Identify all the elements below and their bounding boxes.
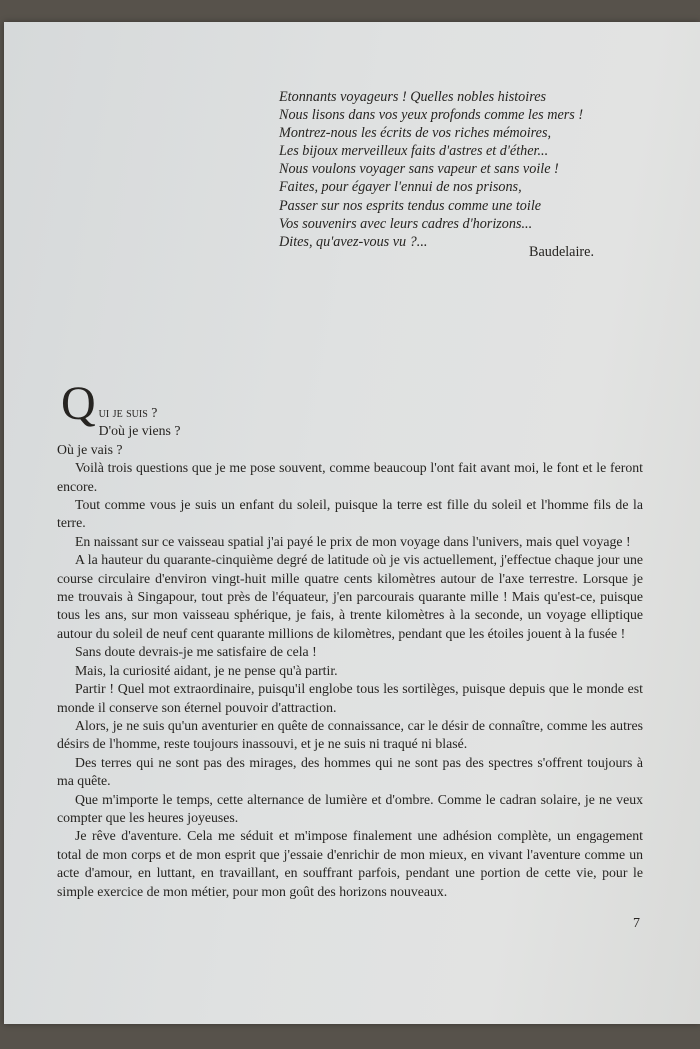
opening-line-2: D'où je viens ?	[98, 423, 181, 439]
epigraph-line: Montrez-nous les écrits de vos riches mémoires,	[279, 125, 552, 142]
paragraph: Je rêve d'aventure. Cela me séduit et m'impose finalement une adhésion complète, un engagement total de mon corps et de mon esprit que j'essaie d'enrichir de mon mieux, en vivant l'aventure comme un acte d'amour, en luttant, en travaillant, en souffrant parfois, pendant une portion de cette vie, pour le simple exercice de mon métier, pour mon goût des horizons nouveaux.	[57, 828, 643, 899]
paragraph: Alors, je ne suis qu'un aventurier en quête de connaissance, car le désir de connaître, comme les autres désirs de l'homme, reste toujours inassouvi, et je ne suis ni traqué ni blasé.	[57, 717, 643, 752]
epigraph	[279, 88, 659, 251]
opening-line-1: ui je suis ?	[98, 405, 158, 420]
paragraph: En naissant sur ce vaisseau spatial j'ai payé le prix de mon voyage dans l'univers, mais quel voyage !	[75, 533, 631, 549]
paragraph: Sans doute devrais-je me satisfaire de cela !	[75, 644, 317, 660]
paragraph: Des terres qui ne sont pas des mirages, des hommes qui ne sont pas des spectres s'offrent toujours à ma quête.	[57, 754, 643, 789]
epigraph-line: Dites, qu'avez-vous vu ?...	[279, 233, 428, 250]
drop-cap: Q	[61, 377, 96, 430]
paragraph: Voilà trois questions que je me pose souvent, comme beaucoup l'ont fait avant moi, le font et le feront encore.	[57, 460, 643, 494]
page-number: 7	[633, 916, 640, 931]
paragraph: Mais, la curiosité aidant, je ne pense qu'à partir.	[75, 662, 338, 678]
epigraph-line: Nous lisons dans vos yeux profonds comme les mers !	[279, 107, 584, 124]
epigraph-line: Etonnants voyageurs ! Quelles nobles histoires	[279, 89, 547, 105]
body-text	[57, 377, 643, 901]
paragraph: Que m'importe le temps, cette alternance de lumière et d'ombre. Comme le cadran solaire, je ne veux compter que les heures joyeuses.	[57, 791, 643, 825]
epigraph-line: Nous voulons voyager sans vapeur et sans voile !	[279, 161, 559, 178]
epigraph-line: Vos souvenirs avec leurs cadres d'horizons...	[279, 215, 533, 232]
epigraph-line: Faites, pour égayer l'ennui de nos prisons,	[279, 179, 522, 196]
paragraph: Partir ! Quel mot extraordinaire, puisqu'il englobe tous les sortilèges, puisque depuis que le monde est monde il conserve son éternel pouvoir d'attraction.	[57, 681, 643, 715]
opening-line-3: Où je vais ?	[57, 441, 123, 457]
epigraph-line: Les bijoux merveilleux faits d'astres et d'éther...	[279, 143, 549, 160]
paragraph: A la hauteur du quarante-cinquième degré de latitude où je vis actuellement, j'effectue chaque jour une course circulaire d'environ vingt-huit mille quatre cents kilomètres autour de l'axe terrestre. Lorsque je me trouvais à Singapour, tout près de l'équateur, j'en parcourais quarante mille ! Mais qu'est-ce, puisque tous les ans, sur mon vaisseau sphérique, je fais, à trente kilomètres à la seconde, un voyage elliptique autour du soleil de neuf cent quarante millions de kilomètres, pendant que les étoiles jouent à la fusée !	[57, 552, 643, 641]
epigraph-line: Passer sur nos esprits tendus comme une toile	[279, 197, 542, 214]
book-page	[4, 22, 700, 1024]
epigraph-author: Baudelaire.	[529, 244, 594, 260]
paragraph: Tout comme vous je suis un enfant du soleil, puisque la terre est fille du soleil et l'homme fils de la terre.	[57, 497, 643, 531]
